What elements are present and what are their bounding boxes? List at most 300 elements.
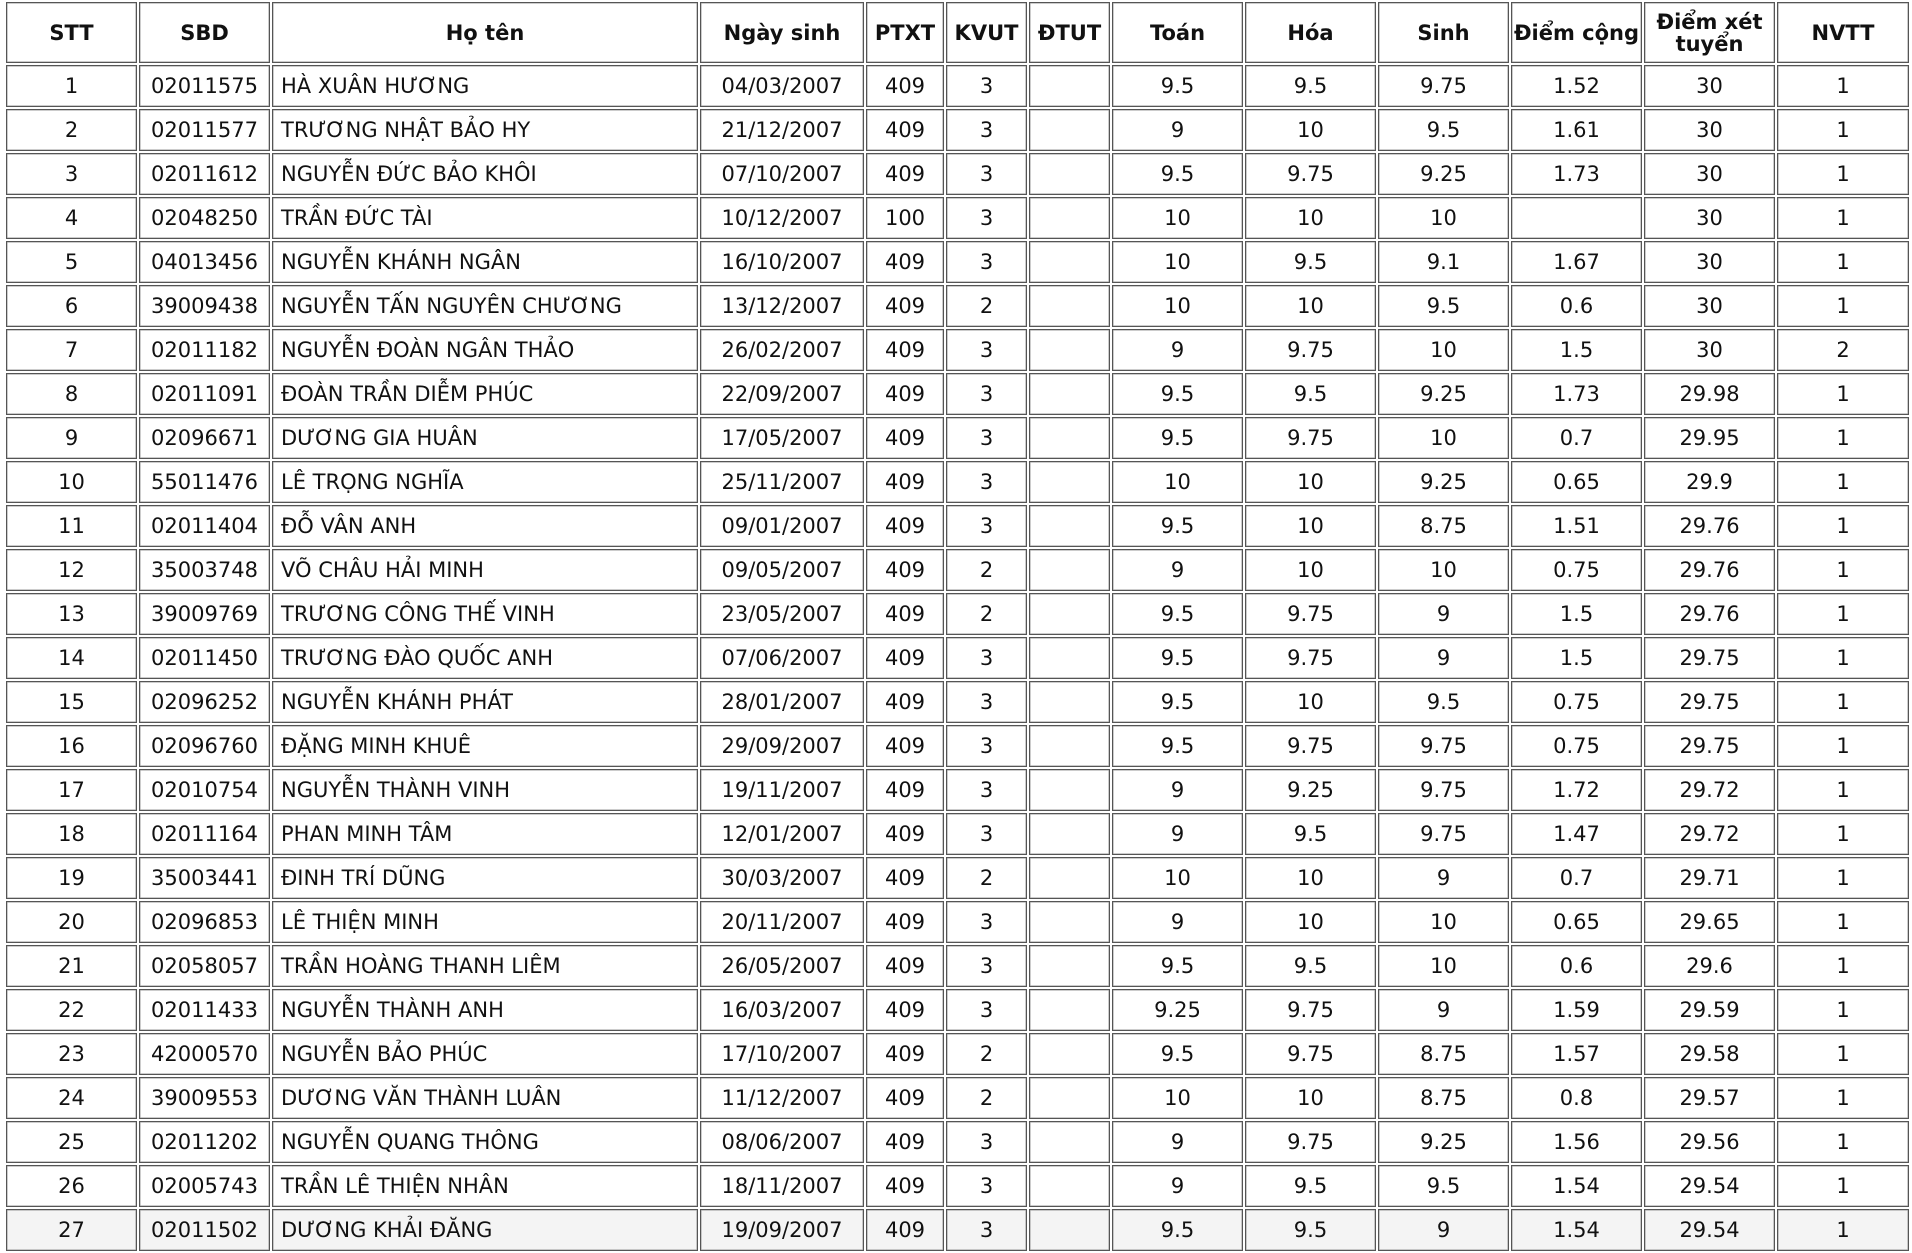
table-cell: PHAN MINH TÂM bbox=[272, 813, 698, 855]
table-cell: 9.5 bbox=[1112, 417, 1243, 459]
table-cell: 19 bbox=[6, 857, 137, 899]
table-cell: 15 bbox=[6, 681, 137, 723]
table-cell: NGUYỄN QUANG THÔNG bbox=[272, 1121, 698, 1163]
table-cell: 9.5 bbox=[1112, 505, 1243, 547]
table-cell: 29.76 bbox=[1644, 549, 1775, 591]
table-cell: 29.72 bbox=[1644, 769, 1775, 811]
table-cell: 09/01/2007 bbox=[700, 505, 864, 547]
table-cell: 23 bbox=[6, 1033, 137, 1075]
table-cell: 02011202 bbox=[139, 1121, 270, 1163]
table-cell: 9.75 bbox=[1245, 417, 1376, 459]
table-row bbox=[6, 901, 1909, 943]
table-cell: 1.56 bbox=[1511, 1121, 1642, 1163]
table-cell: 4 bbox=[6, 197, 137, 239]
table-cell: 2 bbox=[946, 1077, 1027, 1119]
header-ngay-sinh: Ngày sinh bbox=[700, 2, 864, 63]
table-row bbox=[6, 285, 1909, 327]
table-cell: 26/02/2007 bbox=[700, 329, 864, 371]
table-cell: 1 bbox=[1777, 637, 1909, 679]
table-cell: 9.5 bbox=[1245, 1165, 1376, 1207]
table-cell: 409 bbox=[866, 1121, 944, 1163]
table-cell: 9.25 bbox=[1112, 989, 1243, 1031]
table-cell: LÊ THIỆN MINH bbox=[272, 901, 698, 943]
table-cell: 12/01/2007 bbox=[700, 813, 864, 855]
table-cell: 3 bbox=[946, 725, 1027, 767]
table-cell: HÀ XUÂN HƯƠNG bbox=[272, 65, 698, 107]
table-cell: 9 bbox=[1378, 989, 1509, 1031]
table-cell: 27 bbox=[6, 1209, 137, 1251]
table-cell: 1.73 bbox=[1511, 373, 1642, 415]
table-row bbox=[6, 1121, 1909, 1163]
table-cell: 30 bbox=[1644, 241, 1775, 283]
table-cell: NGUYỄN TẤN NGUYÊN CHƯƠNG bbox=[272, 285, 698, 327]
table-cell: 10/12/2007 bbox=[700, 197, 864, 239]
table-cell: 1 bbox=[1777, 593, 1909, 635]
table-cell: 35003441 bbox=[139, 857, 270, 899]
table-cell: 9.5 bbox=[1112, 725, 1243, 767]
table-cell: 1 bbox=[1777, 901, 1909, 943]
table-cell: 3 bbox=[946, 813, 1027, 855]
header-kvut: KVUT bbox=[946, 2, 1027, 63]
table-cell: 10 bbox=[6, 461, 137, 503]
table-cell: 1 bbox=[1777, 1209, 1909, 1251]
table-cell: 02011091 bbox=[139, 373, 270, 415]
table-cell: VÕ CHÂU HẢI MINH bbox=[272, 549, 698, 591]
table-cell: 02096760 bbox=[139, 725, 270, 767]
table-cell: 02011404 bbox=[139, 505, 270, 547]
table-cell: 10 bbox=[1112, 241, 1243, 283]
table-cell: 9.25 bbox=[1378, 1121, 1509, 1163]
table-cell: 1.5 bbox=[1511, 637, 1642, 679]
table-cell: 3 bbox=[946, 109, 1027, 151]
table-cell: 25 bbox=[6, 1121, 137, 1163]
table-cell: 02011433 bbox=[139, 989, 270, 1031]
table-cell: 100 bbox=[866, 197, 944, 239]
table-cell: 409 bbox=[866, 1077, 944, 1119]
results-table-container bbox=[4, 0, 1908, 1253]
table-cell: 9.5 bbox=[1245, 813, 1376, 855]
table-cell bbox=[1029, 153, 1110, 195]
table-cell: TRẦN ĐỨC TÀI bbox=[272, 197, 698, 239]
table-cell: 9.75 bbox=[1245, 1033, 1376, 1075]
table-cell: 02011182 bbox=[139, 329, 270, 371]
table-cell: 9.5 bbox=[1245, 241, 1376, 283]
table-cell bbox=[1029, 857, 1110, 899]
table-cell: LÊ TRỌNG NGHĨA bbox=[272, 461, 698, 503]
table-cell bbox=[1029, 285, 1110, 327]
table-cell: 10 bbox=[1112, 285, 1243, 327]
table-cell: 8 bbox=[6, 373, 137, 415]
table-cell: 29.72 bbox=[1644, 813, 1775, 855]
table-cell: 1 bbox=[1777, 1077, 1909, 1119]
table-cell: 9 bbox=[1112, 1165, 1243, 1207]
table-cell: 10 bbox=[1245, 549, 1376, 591]
table-cell: 13 bbox=[6, 593, 137, 635]
table-cell: 9 bbox=[1378, 637, 1509, 679]
table-cell: 9.75 bbox=[1245, 329, 1376, 371]
table-cell: 1 bbox=[1777, 285, 1909, 327]
table-cell: 8.75 bbox=[1378, 1077, 1509, 1119]
table-cell bbox=[1029, 1209, 1110, 1251]
table-cell bbox=[1029, 1033, 1110, 1075]
table-cell: 14 bbox=[6, 637, 137, 679]
table-cell: 0.65 bbox=[1511, 461, 1642, 503]
table-cell: 1.57 bbox=[1511, 1033, 1642, 1075]
table-cell: 9.5 bbox=[1112, 373, 1243, 415]
table-cell: 3 bbox=[946, 681, 1027, 723]
table-cell: 29.65 bbox=[1644, 901, 1775, 943]
table-cell: 29.76 bbox=[1644, 505, 1775, 547]
table-cell: 10 bbox=[1245, 461, 1376, 503]
table-cell: 26 bbox=[6, 1165, 137, 1207]
table-cell: 3 bbox=[946, 65, 1027, 107]
table-cell: 02096671 bbox=[139, 417, 270, 459]
table-cell: NGUYỄN THÀNH VINH bbox=[272, 769, 698, 811]
table-cell: 1.67 bbox=[1511, 241, 1642, 283]
table-cell: 9.75 bbox=[1378, 65, 1509, 107]
table-cell: 9.5 bbox=[1378, 285, 1509, 327]
table-cell: 409 bbox=[866, 549, 944, 591]
table-cell: 9 bbox=[1112, 1121, 1243, 1163]
table-cell: 409 bbox=[866, 945, 944, 987]
table-cell: 3 bbox=[946, 637, 1027, 679]
table-cell: 1.54 bbox=[1511, 1209, 1642, 1251]
table-cell: 9.25 bbox=[1378, 373, 1509, 415]
table-cell: 9.75 bbox=[1245, 637, 1376, 679]
table-cell: 1.61 bbox=[1511, 109, 1642, 151]
table-row bbox=[6, 549, 1909, 591]
table-cell bbox=[1029, 329, 1110, 371]
table-cell bbox=[1029, 1077, 1110, 1119]
table-cell: 1 bbox=[1777, 549, 1909, 591]
table-cell: 9 bbox=[1378, 593, 1509, 635]
table-cell: 20 bbox=[6, 901, 137, 943]
table-row bbox=[6, 1165, 1909, 1207]
table-row bbox=[6, 461, 1909, 503]
table-cell: 9.5 bbox=[1245, 65, 1376, 107]
table-cell: 3 bbox=[946, 241, 1027, 283]
table-cell: 29.76 bbox=[1644, 593, 1775, 635]
table-cell: 9.5 bbox=[1245, 1209, 1376, 1251]
table-cell: 9.5 bbox=[1378, 681, 1509, 723]
table-cell: 26/05/2007 bbox=[700, 945, 864, 987]
table-cell: 1 bbox=[1777, 1033, 1909, 1075]
table-cell: 02005743 bbox=[139, 1165, 270, 1207]
table-cell: 409 bbox=[866, 857, 944, 899]
table-cell: 24 bbox=[6, 1077, 137, 1119]
table-cell: 39009438 bbox=[139, 285, 270, 327]
table-cell: 1 bbox=[1777, 813, 1909, 855]
table-cell: 35003748 bbox=[139, 549, 270, 591]
table-row bbox=[6, 769, 1909, 811]
table-cell: 409 bbox=[866, 989, 944, 1031]
table-cell: 9.5 bbox=[1112, 637, 1243, 679]
table-cell: 55011476 bbox=[139, 461, 270, 503]
table-cell: 30 bbox=[1644, 65, 1775, 107]
table-cell: 18 bbox=[6, 813, 137, 855]
table-cell: 02011164 bbox=[139, 813, 270, 855]
table-cell: 2 bbox=[946, 593, 1027, 635]
table-cell: 1.54 bbox=[1511, 1165, 1642, 1207]
table-cell: 02011502 bbox=[139, 1209, 270, 1251]
table-row bbox=[6, 417, 1909, 459]
table-cell: TRẦN HOÀNG THANH LIÊM bbox=[272, 945, 698, 987]
table-cell: 8.75 bbox=[1378, 1033, 1509, 1075]
table-row bbox=[6, 153, 1909, 195]
table-cell: 0.75 bbox=[1511, 549, 1642, 591]
table-row bbox=[6, 813, 1909, 855]
table-cell: 22/09/2007 bbox=[700, 373, 864, 415]
table-cell bbox=[1029, 549, 1110, 591]
table-cell: 02011450 bbox=[139, 637, 270, 679]
header-nvtt: NVTT bbox=[1777, 2, 1909, 63]
table-cell: 04013456 bbox=[139, 241, 270, 283]
table-cell: 07/06/2007 bbox=[700, 637, 864, 679]
table-cell: 409 bbox=[866, 109, 944, 151]
table-cell: 30/03/2007 bbox=[700, 857, 864, 899]
table-cell: 29.75 bbox=[1644, 725, 1775, 767]
table-cell: 0.75 bbox=[1511, 681, 1642, 723]
table-cell: 10 bbox=[1245, 197, 1376, 239]
table-cell: 29.56 bbox=[1644, 1121, 1775, 1163]
table-cell: 9 bbox=[1112, 813, 1243, 855]
table-cell: 30 bbox=[1644, 329, 1775, 371]
table-cell: 30 bbox=[1644, 285, 1775, 327]
table-cell: 07/10/2007 bbox=[700, 153, 864, 195]
table-cell: 1 bbox=[1777, 725, 1909, 767]
table-cell: 1.5 bbox=[1511, 593, 1642, 635]
table-cell: 11 bbox=[6, 505, 137, 547]
table-cell: 409 bbox=[866, 681, 944, 723]
table-cell: TRƯƠNG CÔNG THẾ VINH bbox=[272, 593, 698, 635]
table-cell: 409 bbox=[866, 329, 944, 371]
table-cell: 9 bbox=[1112, 901, 1243, 943]
table-row bbox=[6, 725, 1909, 767]
table-cell: 0.6 bbox=[1511, 945, 1642, 987]
table-cell: 1 bbox=[1777, 505, 1909, 547]
table-cell: DƯƠNG VĂN THÀNH LUÂN bbox=[272, 1077, 698, 1119]
table-cell: 17/10/2007 bbox=[700, 1033, 864, 1075]
table-cell: 22 bbox=[6, 989, 137, 1031]
table-cell: 1 bbox=[1777, 65, 1909, 107]
table-cell: 1 bbox=[6, 65, 137, 107]
table-cell: 17/05/2007 bbox=[700, 417, 864, 459]
table-row bbox=[6, 1209, 1909, 1251]
header-toan: Toán bbox=[1112, 2, 1243, 63]
table-cell: 9.5 bbox=[1112, 1033, 1243, 1075]
admission-results-table bbox=[4, 0, 1911, 1253]
table-cell: 9.5 bbox=[1112, 65, 1243, 107]
table-cell: 0.7 bbox=[1511, 857, 1642, 899]
table-cell: 08/06/2007 bbox=[700, 1121, 864, 1163]
table-cell: ĐẶNG MINH KHUÊ bbox=[272, 725, 698, 767]
table-cell: DƯƠNG GIA HUÂN bbox=[272, 417, 698, 459]
table-cell: 3 bbox=[946, 373, 1027, 415]
table-cell: 1 bbox=[1777, 461, 1909, 503]
table-cell: 2 bbox=[946, 1033, 1027, 1075]
table-cell bbox=[1029, 769, 1110, 811]
table-cell: 3 bbox=[946, 769, 1027, 811]
table-cell: TRƯƠNG NHẬT BẢO HY bbox=[272, 109, 698, 151]
table-cell: 39009769 bbox=[139, 593, 270, 635]
table-row bbox=[6, 1077, 1909, 1119]
table-cell: 409 bbox=[866, 417, 944, 459]
table-cell: 10 bbox=[1112, 857, 1243, 899]
table-cell: 3 bbox=[946, 901, 1027, 943]
table-cell: 2 bbox=[6, 109, 137, 151]
table-cell: 39009553 bbox=[139, 1077, 270, 1119]
table-cell: 16/03/2007 bbox=[700, 989, 864, 1031]
table-cell: 2 bbox=[946, 857, 1027, 899]
table-cell: 3 bbox=[6, 153, 137, 195]
table-cell: 02011577 bbox=[139, 109, 270, 151]
table-cell: 10 bbox=[1245, 285, 1376, 327]
table-cell: 13/12/2007 bbox=[700, 285, 864, 327]
table-cell: 409 bbox=[866, 813, 944, 855]
table-cell: 409 bbox=[866, 1209, 944, 1251]
table-cell: 10 bbox=[1245, 505, 1376, 547]
table-cell: 29.6 bbox=[1644, 945, 1775, 987]
table-cell: 9.75 bbox=[1245, 593, 1376, 635]
table-cell: 1 bbox=[1777, 1165, 1909, 1207]
table-row bbox=[6, 857, 1909, 899]
table-row bbox=[6, 989, 1909, 1031]
table-cell bbox=[1029, 901, 1110, 943]
table-cell: NGUYỄN KHÁNH PHÁT bbox=[272, 681, 698, 723]
table-cell: 10 bbox=[1245, 109, 1376, 151]
table-cell: 9.75 bbox=[1245, 725, 1376, 767]
table-cell: 10 bbox=[1245, 901, 1376, 943]
header-sinh: Sinh bbox=[1378, 2, 1509, 63]
table-cell: 409 bbox=[866, 373, 944, 415]
table-cell: 3 bbox=[946, 197, 1027, 239]
table-cell: TRẦN LÊ THIỆN NHÂN bbox=[272, 1165, 698, 1207]
table-cell: 1 bbox=[1777, 197, 1909, 239]
table-cell: 9.1 bbox=[1378, 241, 1509, 283]
table-cell: 10 bbox=[1112, 1077, 1243, 1119]
table-cell: 1 bbox=[1777, 1121, 1909, 1163]
table-cell: 9 bbox=[1378, 1209, 1509, 1251]
table-cell: 9.5 bbox=[1378, 1165, 1509, 1207]
table-cell: DƯƠNG KHẢI ĐĂNG bbox=[272, 1209, 698, 1251]
table-row bbox=[6, 373, 1909, 415]
table-cell: 02096252 bbox=[139, 681, 270, 723]
table-cell: 28/01/2007 bbox=[700, 681, 864, 723]
table-cell bbox=[1029, 505, 1110, 547]
table-cell: 409 bbox=[866, 725, 944, 767]
header-ptxt: PTXT bbox=[866, 2, 944, 63]
table-row bbox=[6, 505, 1909, 547]
table-cell bbox=[1029, 593, 1110, 635]
table-cell: 29.54 bbox=[1644, 1209, 1775, 1251]
table-cell: 409 bbox=[866, 241, 944, 283]
table-cell: 30 bbox=[1644, 153, 1775, 195]
header-dtut: ĐTUT bbox=[1029, 2, 1110, 63]
table-cell: 12 bbox=[6, 549, 137, 591]
table-cell: 10 bbox=[1378, 329, 1509, 371]
header-hoa: Hóa bbox=[1245, 2, 1376, 63]
table-cell: 9.25 bbox=[1378, 461, 1509, 503]
table-cell: 1.47 bbox=[1511, 813, 1642, 855]
table-cell: 42000570 bbox=[139, 1033, 270, 1075]
table-cell: 9.25 bbox=[1378, 153, 1509, 195]
header-ho-ten: Họ tên bbox=[272, 2, 698, 63]
table-cell: 19/11/2007 bbox=[700, 769, 864, 811]
table-cell: 11/12/2007 bbox=[700, 1077, 864, 1119]
table-cell: 10 bbox=[1378, 417, 1509, 459]
table-cell: 20/11/2007 bbox=[700, 901, 864, 943]
table-cell: 17 bbox=[6, 769, 137, 811]
table-cell: NGUYỄN ĐOÀN NGÂN THẢO bbox=[272, 329, 698, 371]
table-cell: 9.5 bbox=[1245, 373, 1376, 415]
header-stt: STT bbox=[6, 2, 137, 63]
table-row bbox=[6, 637, 1909, 679]
table-cell: 29.9 bbox=[1644, 461, 1775, 503]
table-cell: 9.75 bbox=[1378, 725, 1509, 767]
table-cell: NGUYỄN KHÁNH NGÂN bbox=[272, 241, 698, 283]
table-cell: 9.5 bbox=[1378, 109, 1509, 151]
table-cell: 29/09/2007 bbox=[700, 725, 864, 767]
table-row bbox=[6, 1033, 1909, 1075]
table-cell: 3 bbox=[946, 1121, 1027, 1163]
table-cell: 8.75 bbox=[1378, 505, 1509, 547]
table-cell: 1 bbox=[1777, 681, 1909, 723]
table-cell: 29.54 bbox=[1644, 1165, 1775, 1207]
table-cell: 9.5 bbox=[1112, 681, 1243, 723]
table-cell: 29.59 bbox=[1644, 989, 1775, 1031]
table-cell: 409 bbox=[866, 593, 944, 635]
table-cell: 9.5 bbox=[1112, 153, 1243, 195]
table-cell bbox=[1029, 197, 1110, 239]
table-cell: 5 bbox=[6, 241, 137, 283]
table-cell: 2 bbox=[946, 285, 1027, 327]
table-cell: 30 bbox=[1644, 197, 1775, 239]
table-cell: 409 bbox=[866, 1033, 944, 1075]
table-cell bbox=[1029, 241, 1110, 283]
table-row bbox=[6, 65, 1909, 107]
table-cell: 9.75 bbox=[1245, 989, 1376, 1031]
table-cell: 1 bbox=[1777, 241, 1909, 283]
table-cell: 9.5 bbox=[1112, 945, 1243, 987]
table-cell: 3 bbox=[946, 1165, 1027, 1207]
table-cell: 29.71 bbox=[1644, 857, 1775, 899]
table-cell bbox=[1029, 1121, 1110, 1163]
table-cell bbox=[1029, 109, 1110, 151]
table-cell bbox=[1029, 417, 1110, 459]
table-row bbox=[6, 593, 1909, 635]
table-cell: 409 bbox=[866, 769, 944, 811]
table-cell: 9.5 bbox=[1112, 1209, 1243, 1251]
table-cell: 409 bbox=[866, 901, 944, 943]
table-row bbox=[6, 241, 1909, 283]
table-cell: 9.75 bbox=[1378, 813, 1509, 855]
table-cell: 9 bbox=[1112, 329, 1243, 371]
table-cell: 29.75 bbox=[1644, 637, 1775, 679]
table-cell: 16/10/2007 bbox=[700, 241, 864, 283]
table-cell: 3 bbox=[946, 153, 1027, 195]
table-cell: 1 bbox=[1777, 989, 1909, 1031]
table-cell: 10 bbox=[1378, 197, 1509, 239]
table-body bbox=[6, 65, 1909, 1251]
table-cell: 9 bbox=[1112, 549, 1243, 591]
table-cell: NGUYỄN THÀNH ANH bbox=[272, 989, 698, 1031]
table-cell bbox=[1029, 461, 1110, 503]
table-cell: 10 bbox=[1378, 549, 1509, 591]
table-cell: 1.52 bbox=[1511, 65, 1642, 107]
table-cell: 3 bbox=[946, 1209, 1027, 1251]
table-cell: 9.5 bbox=[1245, 945, 1376, 987]
table-cell: 1 bbox=[1777, 857, 1909, 899]
